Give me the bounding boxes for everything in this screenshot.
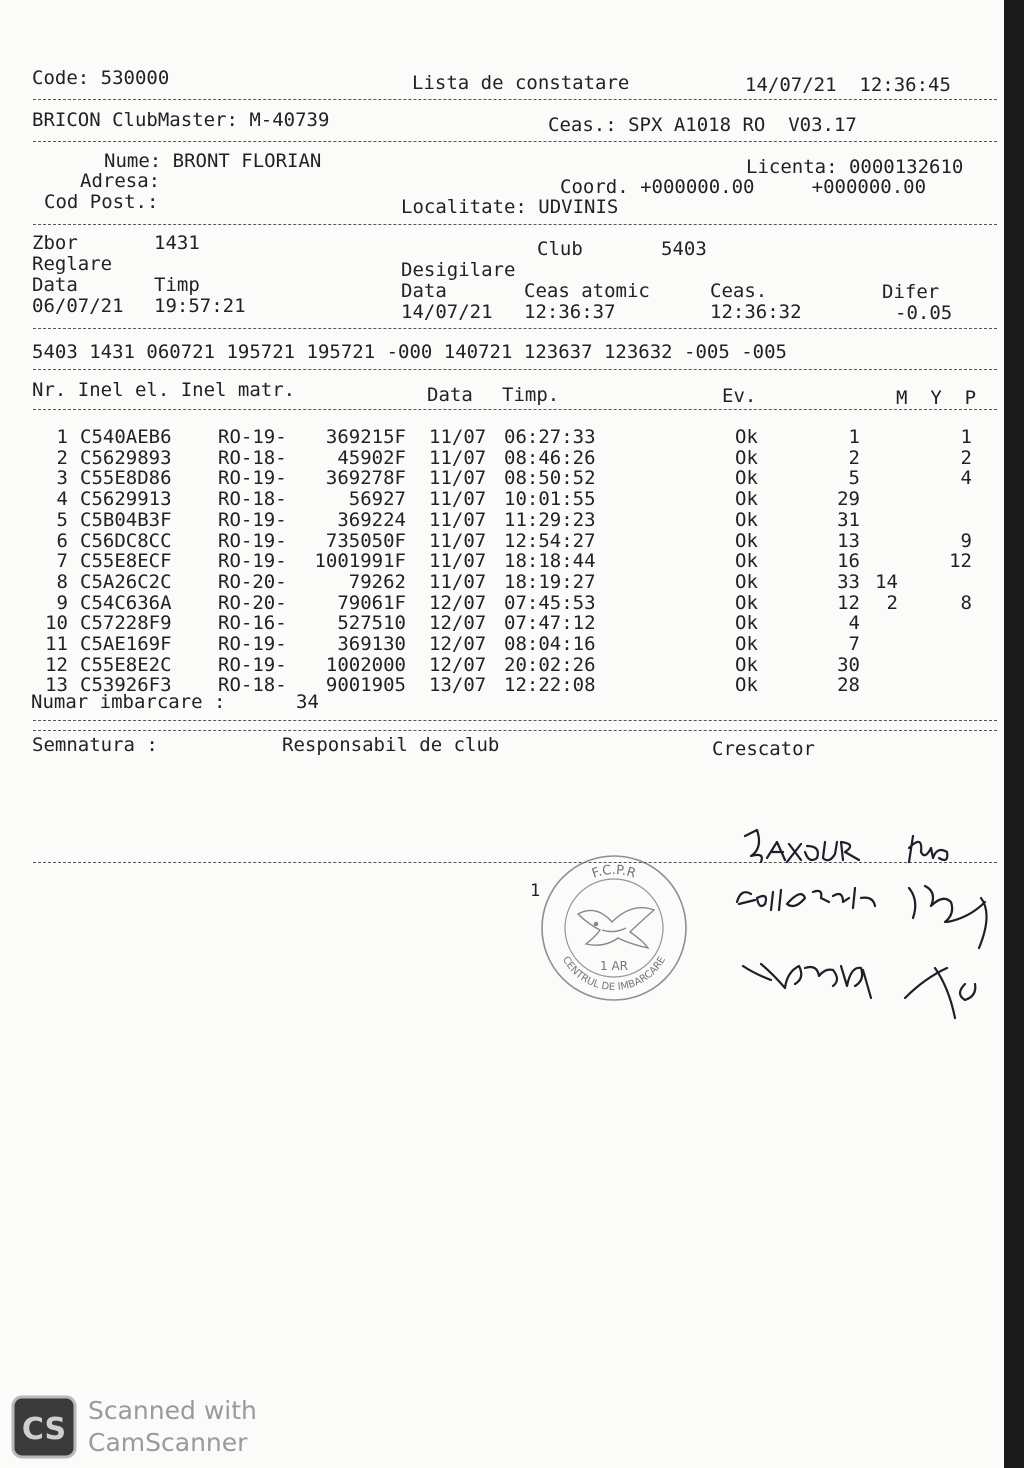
owner-name: Nume: BRONT FLORIAN xyxy=(104,150,322,172)
arrival-date: 12/07 xyxy=(429,653,487,676)
ring-number: 1001991F xyxy=(314,550,406,573)
row-number: 10 xyxy=(45,612,68,635)
rank-m: 28 xyxy=(837,674,860,697)
scanner-line-1: Scanned with xyxy=(88,1396,257,1425)
electronic-ring: C53926F3 xyxy=(80,674,172,697)
table-row xyxy=(0,571,1004,592)
signature-stroke xyxy=(745,830,859,862)
zbor-label: Zbor xyxy=(32,232,78,254)
page-number: 1 xyxy=(530,881,541,901)
electronic-ring: C55E8E2C xyxy=(80,653,172,676)
event-status: Ok xyxy=(735,674,758,697)
event-status: Ok xyxy=(735,426,758,448)
event-status: Ok xyxy=(735,591,758,614)
electronic-ring: C57228F9 xyxy=(80,612,172,635)
event-status: Ok xyxy=(735,488,758,511)
rank-m: 16 xyxy=(837,550,860,573)
reg-time-label: Timp xyxy=(154,274,200,296)
table-row xyxy=(0,592,1004,613)
electronic-ring: C5B04B3F xyxy=(80,508,172,531)
arrival-date: 11/07 xyxy=(429,488,487,511)
separator xyxy=(33,730,997,731)
arrival-time: 08:50:52 xyxy=(504,467,596,490)
owner-locality: Localitate: UDVINIS xyxy=(401,196,619,218)
arrival-time: 12:22:08 xyxy=(504,674,596,697)
owner-coord: Coord. +000000.00 +000000.00 xyxy=(560,176,927,198)
table-row xyxy=(0,467,1004,488)
ring-prefix: RO-19- xyxy=(218,508,287,531)
breeder-label: Crescator xyxy=(712,738,815,760)
rank-m: 4 xyxy=(848,612,860,635)
arrival-time: 06:27:33 xyxy=(504,426,596,448)
arrival-date: 11/07 xyxy=(429,529,487,552)
arrival-date: 12/07 xyxy=(429,633,487,655)
stamp-bottom-text: CENTRUL DE IMBARCARE xyxy=(559,954,669,994)
ring-prefix: RO-16- xyxy=(218,612,287,635)
rank-m: 31 xyxy=(837,508,860,531)
ring-prefix: RO-19- xyxy=(218,529,287,552)
pigeon-icon xyxy=(578,908,654,948)
arrival-date: 12/07 xyxy=(429,591,487,614)
event-status: Ok xyxy=(735,653,758,676)
electronic-ring: C5629913 xyxy=(80,488,172,511)
table-row xyxy=(0,426,1004,447)
ring-prefix: RO-19- xyxy=(218,633,287,655)
handwritten-signatures xyxy=(725,818,1000,1033)
signature-stroke xyxy=(909,886,987,948)
electronic-ring: C540AEB6 xyxy=(80,426,172,448)
ring-number: 56927 xyxy=(348,488,406,511)
row-number: 1 xyxy=(56,426,68,448)
row-number: 3 xyxy=(56,467,68,490)
ring-prefix: RO-18- xyxy=(218,446,287,469)
arrival-time: 10:01:55 xyxy=(504,488,596,511)
system-name: BRICON ClubMaster: M-40739 xyxy=(32,109,330,131)
arrival-time: 20:02:26 xyxy=(504,653,596,676)
atomic-time: 12:36:37 xyxy=(524,301,616,323)
table-row xyxy=(0,633,1004,654)
arrival-date: 11/07 xyxy=(429,570,487,593)
header-rings: Nr. Inel el. Inel matr. xyxy=(32,379,296,401)
header-ev: Ev. xyxy=(722,385,757,407)
flight-code-line: 5403 1431 060721 195721 195721 -000 140721 123637 123632 -005 -005 xyxy=(32,341,787,363)
row-number: 8 xyxy=(56,570,68,593)
separator xyxy=(33,224,997,225)
rank-p: 1 xyxy=(960,426,972,448)
ring-number: 1002000 xyxy=(325,653,406,676)
arrival-time: 07:47:12 xyxy=(504,612,596,635)
event-status: Ok xyxy=(735,612,758,635)
rank-m: 7 xyxy=(848,633,860,655)
doc-title: Lista de constatare xyxy=(412,72,630,94)
unseal-date: 14/07/21 xyxy=(401,301,493,323)
electronic-ring: C5AE169F xyxy=(80,633,172,655)
reg-time: 19:57:21 xyxy=(154,295,246,317)
rank-m: 12 xyxy=(837,591,860,614)
row-number: 12 xyxy=(45,653,68,676)
ring-number: 369278F xyxy=(325,467,406,490)
ring-prefix: RO-20- xyxy=(218,591,287,614)
rank-p: 9 xyxy=(960,529,972,552)
club-manager-label: Responsabil de club xyxy=(282,734,500,756)
club-label: Club xyxy=(537,238,583,260)
table-row xyxy=(0,612,1004,633)
row-number: 7 xyxy=(56,550,68,573)
ring-number: 45902F xyxy=(337,446,406,469)
arrival-date: 11/07 xyxy=(429,508,487,531)
reg-date: 06/07/21 xyxy=(32,295,124,317)
electronic-ring: C56DC8CC xyxy=(80,529,172,552)
arrival-date: 11/07 xyxy=(429,426,487,448)
arrival-time: 07:45:53 xyxy=(504,591,596,614)
ring-prefix: RO-19- xyxy=(218,653,287,676)
rank-p: 8 xyxy=(960,591,972,614)
clock-time: 12:36:32 xyxy=(710,301,802,323)
row-number: 4 xyxy=(56,488,68,511)
ring-prefix: RO-18- xyxy=(218,674,287,697)
doc-datetime: 14/07/21 12:36:45 xyxy=(745,74,951,96)
event-status: Ok xyxy=(735,570,758,593)
event-status: Ok xyxy=(735,508,758,531)
row-number: 5 xyxy=(56,508,68,531)
ring-number: 369224 xyxy=(337,508,406,531)
difer-value: -0.05 xyxy=(895,302,953,324)
table-row xyxy=(0,488,1004,509)
table-row xyxy=(0,654,1004,675)
rank-m: 33 xyxy=(837,570,860,593)
atomic-clock-label: Ceas atomic xyxy=(524,280,650,302)
rank-m: 30 xyxy=(837,653,860,676)
ring-prefix: RO-19- xyxy=(218,550,287,573)
table-row xyxy=(0,509,1004,530)
camscanner-logo-icon xyxy=(10,1394,78,1460)
signature-stroke xyxy=(905,968,975,1018)
event-status: Ok xyxy=(735,529,758,552)
club-value: 5403 xyxy=(661,238,707,260)
arrival-time: 12:54:27 xyxy=(504,529,596,552)
arrival-date: 11/07 xyxy=(429,467,487,490)
separator xyxy=(33,409,997,410)
ring-prefix: RO-19- xyxy=(218,467,287,490)
row-number: 9 xyxy=(56,591,68,614)
electronic-ring: C5629893 xyxy=(80,446,172,469)
event-status: Ok xyxy=(735,633,758,655)
rank-p: 12 xyxy=(949,550,972,573)
electronic-ring: C5A26C2C xyxy=(80,570,172,593)
ring-number: 9001905 xyxy=(325,674,406,697)
row-number: 11 xyxy=(45,633,68,655)
header-date: Data xyxy=(427,384,473,406)
ring-prefix: RO-19- xyxy=(218,426,287,448)
rank-m: 13 xyxy=(837,529,860,552)
arrival-time: 08:04:16 xyxy=(504,633,596,655)
table-row xyxy=(0,447,1004,468)
boarding-count: 34 xyxy=(296,691,319,713)
event-status: Ok xyxy=(735,446,758,469)
stamp-top-text: F.C.P.R xyxy=(589,862,638,882)
reg-date-label: Data xyxy=(32,274,78,296)
rank-p: 2 xyxy=(960,446,972,469)
rank-m: 1 xyxy=(848,426,860,448)
ring-number: 735050F xyxy=(325,529,406,552)
arrival-time: 18:18:44 xyxy=(504,550,596,573)
row-number: 13 xyxy=(45,674,68,697)
arrival-date: 12/07 xyxy=(429,612,487,635)
ring-number: 527510 xyxy=(337,612,406,635)
arrival-date: 11/07 xyxy=(429,550,487,573)
arrival-date: 11/07 xyxy=(429,446,487,469)
owner-postcode: Cod Post.: xyxy=(44,191,159,213)
event-status: Ok xyxy=(735,550,758,573)
header-myp: M Y P xyxy=(896,387,977,409)
doc-code: Code: 530000 xyxy=(32,67,170,89)
electronic-ring: C55E8ECF xyxy=(80,550,172,573)
rank-y: 2 xyxy=(886,591,898,614)
signature-label: Semnatura : xyxy=(32,734,158,756)
ring-number: 369130 xyxy=(337,633,406,655)
row-number: 6 xyxy=(56,529,68,552)
stamp-code: 1 AR xyxy=(600,959,628,973)
owner-address: Adresa: xyxy=(80,170,161,192)
rank-m: 2 xyxy=(848,446,860,469)
zbor-value: 1431 xyxy=(154,232,200,254)
rank-m: 29 xyxy=(837,488,860,511)
camscanner-logo-text: CS xyxy=(21,1412,67,1447)
separator xyxy=(33,141,997,142)
unseal-date-label: Data xyxy=(401,280,447,302)
signature-stroke xyxy=(743,964,871,998)
header-time: Timp. xyxy=(502,384,560,406)
ring-number: 79262 xyxy=(348,570,406,593)
rank-p: 4 xyxy=(960,467,972,490)
separator xyxy=(33,328,997,329)
separator xyxy=(33,369,997,370)
ring-number: 79061F xyxy=(337,591,406,614)
difer-label: Difer xyxy=(882,281,940,303)
arrival-date: 13/07 xyxy=(429,674,487,697)
separator xyxy=(33,99,997,100)
clock-id: Ceas.: SPX A1018 RO V03.17 xyxy=(548,114,857,136)
desigilare-label: Desigilare xyxy=(401,259,516,281)
scanner-line-2: CamScanner xyxy=(88,1428,248,1457)
signature-stroke xyxy=(909,836,947,862)
club-stamp xyxy=(538,852,690,1004)
owner-licence: Licenta: 0000132610 xyxy=(746,156,964,178)
arrival-time: 08:46:26 xyxy=(504,446,596,469)
rank-m: 5 xyxy=(848,467,860,490)
arrival-time: 11:29:23 xyxy=(504,508,596,531)
row-number: 2 xyxy=(56,446,68,469)
reglare-label: Reglare xyxy=(32,253,113,275)
event-status: Ok xyxy=(735,467,758,490)
electronic-ring: C55E8D86 xyxy=(80,467,172,490)
rank-y: 14 xyxy=(875,570,898,593)
ring-prefix: RO-18- xyxy=(218,488,287,511)
signature-stroke xyxy=(737,888,875,910)
ring-prefix: RO-20- xyxy=(218,570,287,593)
table-row xyxy=(0,550,1004,571)
separator xyxy=(33,720,997,721)
arrival-time: 18:19:27 xyxy=(504,570,596,593)
ring-number: 369215F xyxy=(325,426,406,448)
boarding-count-label: Numar imbarcare : xyxy=(31,691,226,713)
table-row xyxy=(0,530,1004,551)
camscanner-watermark xyxy=(6,1392,306,1462)
clock-label: Ceas. xyxy=(710,280,768,302)
electronic-ring: C54C636A xyxy=(80,591,172,614)
